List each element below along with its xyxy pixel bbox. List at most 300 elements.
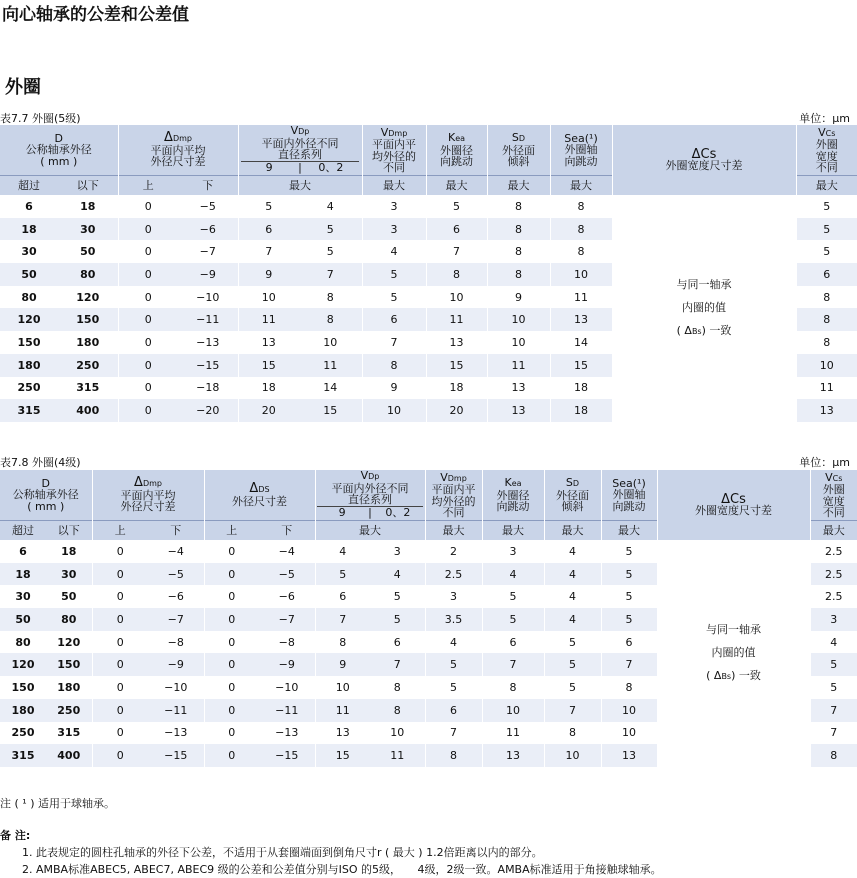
cell-up: 0 [92,608,148,631]
cell-v9: 18 [238,377,299,400]
cell-low: −11 [178,308,238,331]
cell-vcs: 13 [796,399,857,422]
cell-dslow: −13 [275,726,299,740]
cell-sd: 10 [487,331,550,354]
cell-sd: 5 [544,653,601,676]
cell-vcs: 2.5 [810,585,857,608]
cell-v02: 5 [393,590,401,604]
cell-low: −13 [196,335,220,349]
cell-incl: 180 [76,335,100,349]
cell-incl: 250 [58,354,118,377]
cell-vdmp: 2 [425,540,482,563]
header-max: 最大 [601,521,657,541]
note-sub: Bs [721,672,732,682]
cell-over: 50 [0,608,46,631]
cell-dsup: 0 [204,608,259,631]
header-delta-dmp: ΔDmp 平面内平均 外径尺寸差 [92,470,204,521]
header-over: 超过 [0,176,58,196]
cell-low: −10 [196,290,220,304]
cell-sd: 9 [487,286,550,309]
cell-v02: 5 [370,608,425,631]
unit-label: 单位：μm [799,456,850,469]
cell-over: 6 [19,544,27,558]
cell-up: 0 [92,563,148,586]
cell-dslow: −4 [278,544,295,558]
cell-sd: 8 [487,240,550,263]
cell-over: 6 [25,199,33,213]
cell-incl: 30 [46,563,92,586]
cell-v9: 20 [238,399,299,422]
cell-up: 0 [92,653,148,676]
cell-low: −6 [178,218,238,241]
cell-vcs: 8 [810,744,857,767]
cell-v02: 11 [370,744,425,767]
cell-v9: 9 [238,263,299,286]
cell-vdmp: 3 [362,218,426,241]
cell-incl: 120 [76,290,100,304]
header-vdp: VDp 平面内外径不同 直径系列 9 | 0、2 [238,125,362,176]
cell-incl: 315 [76,381,100,395]
note-line: 与同一轴承 [676,278,732,292]
cell-low: −15 [148,744,204,767]
cell-up: 0 [92,722,148,745]
table-row [0,195,857,218]
cell-up: 0 [92,744,148,767]
note-line: ) 一致 [731,669,761,683]
cell-v02: 8 [370,699,425,722]
cell-v02: 8 [393,680,401,694]
remark-item: 2. AMBA标准ABEC5, ABEC7, ABEC9 级的公差和公差值分别与ISO 的5级， 4级，2级一致。AMBA标准适用于角接触球轴承。 [22,863,662,876]
header-vcs: VCs 外圈 宽度 不同 [796,125,857,176]
cell-vdmp: 2.5 [425,563,482,586]
cell-dsup: 0 [204,563,259,586]
cell-vdmp: 3.5 [425,608,482,631]
cell-v9: 13 [238,331,299,354]
same-as-inner-ring-note [612,195,796,422]
note-line: ( Δ [706,669,722,683]
cell-v9: 8 [315,631,370,654]
note-line: ) 一致 [701,324,732,338]
cell-vdmp: 8 [362,354,426,377]
header-incl: 以下 [58,176,118,196]
page-title: 向心轴承的公差和公差值 [2,5,189,25]
cell-incl: 400 [58,399,118,422]
cell-sea: 6 [601,631,657,654]
cell-incl: 50 [80,245,96,259]
cell-v02: 4 [326,199,334,213]
cell-low: −6 [167,590,184,604]
cell-low: −15 [178,354,238,377]
header-max: 最大 [487,176,550,196]
cell-vdmp: 4 [425,631,482,654]
cell-vdmp: 7 [362,331,426,354]
note-line: 内圈的值 [682,301,726,315]
cell-v9: 15 [238,354,299,377]
cell-low: −8 [167,635,184,649]
header-sea: Sea(¹) 外圈轴 向跳动 [550,125,612,176]
cell-dslow: −8 [278,635,295,649]
cell-vcs: 10 [796,354,857,377]
header-vdmp: VDmp 平面内平 均外径的 不同 [425,470,482,521]
cell-sea: 8 [550,218,612,241]
cell-sea: 10 [601,699,657,722]
cell-dslow: −6 [278,590,295,604]
cell-v02: 7 [299,263,362,286]
cell-kea: 7 [482,653,544,676]
cell-sea: 8 [550,195,612,218]
cell-v9: 13 [315,722,370,745]
cell-sd: 8 [487,195,550,218]
cell-v9: 5 [315,563,370,586]
cell-sd: 10 [487,308,550,331]
table-caption: 表7.8 外圈(4级) [0,456,81,469]
cell-low: −11 [148,699,204,722]
header-sea: Sea(¹) 外圈轴 向跳动 [601,470,657,521]
cell-vcs: 5 [796,240,857,263]
cell-over: 315 [0,744,46,767]
cell-incl: 50 [61,590,77,604]
cell-v02: 10 [323,335,338,349]
cell-low: −5 [148,563,204,586]
cell-sea: 7 [601,653,657,676]
table-row [0,540,857,563]
table-caption: 表7.7 外圈(5级) [0,112,81,125]
cell-up: 0 [92,585,148,608]
cell-sea: 13 [550,308,612,331]
cell-dsup: 0 [204,631,259,654]
cell-incl: 250 [46,699,92,722]
cell-over: 120 [0,308,58,331]
cell-v02: 11 [299,354,362,377]
cell-incl: 18 [80,199,96,213]
cell-v02: 5 [299,218,362,241]
cell-vcs: 7 [810,722,857,745]
cell-kea: 6 [426,218,487,241]
cell-v9: 5 [238,195,299,218]
header-vdmp: VDmp 平面内平 均外径的 不同 [362,125,426,176]
header-max: 最大 [315,521,425,541]
header-kea: Kea 外圈径 向跳动 [426,125,487,176]
header-max: 最大 [425,521,482,541]
cell-v9: 10 [238,286,299,309]
header-upper: 上 [204,521,259,541]
header-vdp: VDp 平面内外径不同 直径系列 9 | 0、2 [315,470,425,521]
cell-incl: 80 [58,263,118,286]
cell-v02: 14 [323,381,338,395]
cell-vdmp: 5 [425,653,482,676]
cell-vcs: 5 [796,218,857,241]
cell-vdmp: 6 [362,308,426,331]
cell-low: −7 [199,245,216,259]
cell-vdmp: 10 [362,399,426,422]
cell-over: 18 [0,563,46,586]
cell-incl: 120 [57,635,81,649]
cell-kea: 4 [482,563,544,586]
cell-kea: 5 [426,195,487,218]
cell-dsup: 0 [204,585,259,608]
header-incl: 以下 [46,521,92,541]
header-max: 最大 [544,521,601,541]
cell-vcs: 7 [810,699,857,722]
cell-dslow: −9 [259,653,315,676]
cell-sd: 4 [544,585,601,608]
cell-kea: 3 [482,540,544,563]
cell-low: −7 [148,608,204,631]
cell-over: 250 [17,381,41,395]
cell-low: −13 [164,726,188,740]
cell-up: 0 [118,286,178,309]
cell-sea: 11 [550,286,612,309]
cell-v9: 11 [238,308,299,331]
cell-v02: 4 [370,563,425,586]
cell-kea: 13 [426,331,487,354]
cell-vcs: 8 [796,308,857,331]
cell-sea: 18 [550,377,612,400]
cell-v9: 9 [315,653,370,676]
cell-sd: 4 [544,540,601,563]
header-upper: 上 [118,176,178,196]
cell-sea: 5 [601,585,657,608]
cell-incl: 150 [46,653,92,676]
cell-sea: 5 [601,563,657,586]
cell-incl: 315 [57,726,81,740]
cell-sea: 18 [550,399,612,422]
cell-v9: 10 [315,676,370,699]
header-vcs: VCs 外圈 宽度 不同 [810,470,857,521]
cell-vcs: 11 [796,377,857,400]
header-max: 最大 [426,176,487,196]
cell-over: 50 [0,263,58,286]
cell-kea: 5 [482,608,544,631]
cell-over: 315 [0,399,58,422]
cell-kea: 13 [482,744,544,767]
cell-over: 30 [21,245,37,259]
header-max: 最大 [796,176,857,196]
cell-incl: 400 [46,744,92,767]
cell-v9: 7 [315,608,370,631]
cell-vdmp: 3 [362,195,426,218]
cell-incl: 18 [61,544,77,558]
cell-kea: 5 [482,585,544,608]
cell-sea: 14 [550,331,612,354]
cell-vcs: 4 [810,631,857,654]
cell-up: 0 [92,699,148,722]
cell-vcs: 2.5 [810,563,857,586]
cell-dslow: −7 [259,608,315,631]
header-d: D 公称轴承外径 ( mm ) [0,125,118,176]
cell-sea: 5 [601,540,657,563]
cell-sd: 13 [487,399,550,422]
header-delta-cs: ΔCs 外圈宽度尺寸差 [612,125,796,195]
cell-kea: 10 [426,286,487,309]
cell-vcs: 3 [810,608,857,631]
cell-kea: 15 [426,354,487,377]
header-delta-cs: ΔCs 外圈宽度尺寸差 [657,470,810,540]
cell-v02: 3 [393,544,401,558]
cell-over: 150 [11,680,35,694]
cell-low: −20 [178,399,238,422]
header-delta-dmp: ΔDmp 平面内平均 外径尺寸差 [118,125,238,176]
cell-vdmp: 8 [425,744,482,767]
cell-vcs: 5 [810,653,857,676]
header-d: D 公称轴承外径 ( mm ) [0,470,92,521]
header-kea: Kea 外圈径 向跳动 [482,470,544,521]
cell-vcs: 5 [796,195,857,218]
cell-over: 80 [21,290,37,304]
cell-up: 0 [118,240,178,263]
cell-v02: 7 [370,653,425,676]
cell-over: 250 [11,726,35,740]
cell-up: 0 [118,354,178,377]
cell-up: 0 [118,218,178,241]
cell-kea: 6 [482,631,544,654]
cell-sea: 15 [550,354,612,377]
header-max: 最大 [362,176,426,196]
cell-v02: 15 [299,399,362,422]
cell-dslow: −11 [259,699,315,722]
cell-dslow: −15 [259,744,315,767]
cell-vdmp: 5 [362,263,426,286]
cell-sd: 11 [487,354,550,377]
cell-up: 0 [118,399,178,422]
cell-vcs: 8 [796,331,857,354]
cell-kea: 11 [426,308,487,331]
note-line: 与同一轴承 [706,623,761,637]
cell-sd: 8 [487,263,550,286]
cell-up: 0 [118,377,178,400]
cell-v02: 8 [326,290,334,304]
cell-sd: 8 [544,722,601,745]
note-sub: Bs [691,327,702,337]
cell-low: −4 [167,544,184,558]
cell-up: 0 [118,263,178,286]
cell-dsup: 0 [204,676,259,699]
same-as-inner-ring-note [657,540,810,767]
footnote: 注 ( ¹ ) 适用于球轴承。 [0,797,115,810]
cell-sea: 8 [601,676,657,699]
header-lower: 下 [178,176,238,196]
cell-up: 0 [92,676,148,699]
cell-low: −9 [178,263,238,286]
cell-v02: 6 [393,635,401,649]
cell-vdmp: 3 [425,585,482,608]
cell-vdmp: 7 [425,722,482,745]
cell-over: 150 [17,335,41,349]
cell-v02: 8 [299,308,362,331]
cell-vdmp: 6 [425,699,482,722]
header-max: 最大 [238,176,362,196]
cell-sea: 10 [550,263,612,286]
cell-kea: 8 [426,263,487,286]
cell-kea: 10 [482,699,544,722]
header-lower: 下 [148,521,204,541]
tolerance-table-grade5 [0,125,857,422]
cell-kea: 18 [426,377,487,400]
cell-dsup: 0 [204,699,259,722]
cell-v02: 5 [326,245,334,259]
cell-sd: 4 [544,608,601,631]
header-upper: 上 [92,521,148,541]
cell-kea: 20 [426,399,487,422]
remark-item: 1. 此表规定的圆柱孔轴承的外径下公差，不适用于从套圈端面到倒角尺寸r ( 最大 ) 1.2倍距离以内的部分。 [22,846,543,859]
cell-up: 0 [118,195,178,218]
cell-up: 0 [92,631,148,654]
cell-kea: 8 [482,676,544,699]
cell-v9: 6 [315,585,370,608]
remarks-title: 备 注: [0,829,31,842]
note-line: ( Δ [676,324,692,338]
cell-vcs: 8 [796,286,857,309]
cell-v9: 7 [238,240,299,263]
cell-dsup: 0 [204,653,259,676]
cell-dsup: 0 [204,744,259,767]
cell-incl: 30 [58,218,118,241]
cell-up: 0 [118,308,178,331]
cell-vdmp: 4 [362,240,426,263]
cell-low: −5 [199,199,216,213]
cell-v9: 11 [315,699,370,722]
header-delta-ds: ΔDS 外径尺寸差 [204,470,315,521]
cell-vdmp: 5 [362,286,426,309]
cell-dslow: −10 [275,680,299,694]
cell-v9: 6 [238,218,299,241]
header-max: 最大 [810,521,857,541]
header-max: 最大 [482,521,544,541]
cell-sea: 10 [601,722,657,745]
cell-incl: 80 [46,608,92,631]
remarks [0,827,662,878]
tolerance-table-grade4 [0,470,857,767]
cell-kea: 11 [482,722,544,745]
cell-over: 18 [0,218,58,241]
cell-incl: 150 [58,308,118,331]
header-lower: 下 [259,521,315,541]
cell-v02: 10 [390,726,405,740]
cell-vcs: 2.5 [810,540,857,563]
header-over: 超过 [0,521,46,541]
header-sd: SD 外径面 倾斜 [544,470,601,521]
cell-dslow: −5 [259,563,315,586]
header-sd: SD 外径面 倾斜 [487,125,550,176]
cell-low: −9 [148,653,204,676]
cell-over: 180 [0,699,46,722]
header-max: 最大 [550,176,612,196]
cell-over: 180 [0,354,58,377]
cell-vcs: 6 [796,263,857,286]
cell-over: 80 [15,635,31,649]
cell-sd: 4 [544,563,601,586]
unit-label: 单位：μm [799,112,850,125]
cell-sd: 7 [544,699,601,722]
cell-vdmp: 5 [425,676,482,699]
cell-sea: 13 [601,744,657,767]
cell-incl: 180 [57,680,81,694]
cell-sd: 10 [544,744,601,767]
cell-v9: 15 [315,744,370,767]
cell-dsup: 0 [204,722,259,745]
note-line: 内圈的值 [711,646,756,660]
cell-up: 0 [92,540,148,563]
cell-over: 120 [0,653,46,676]
cell-up: 0 [118,331,178,354]
cell-v9: 4 [315,540,370,563]
cell-sea: 8 [550,240,612,263]
section-heading: 外圈 [5,77,41,98]
cell-sd: 13 [487,377,550,400]
cell-sea: 5 [601,608,657,631]
cell-dsup: 0 [204,540,259,563]
cell-vdmp: 9 [362,377,426,400]
